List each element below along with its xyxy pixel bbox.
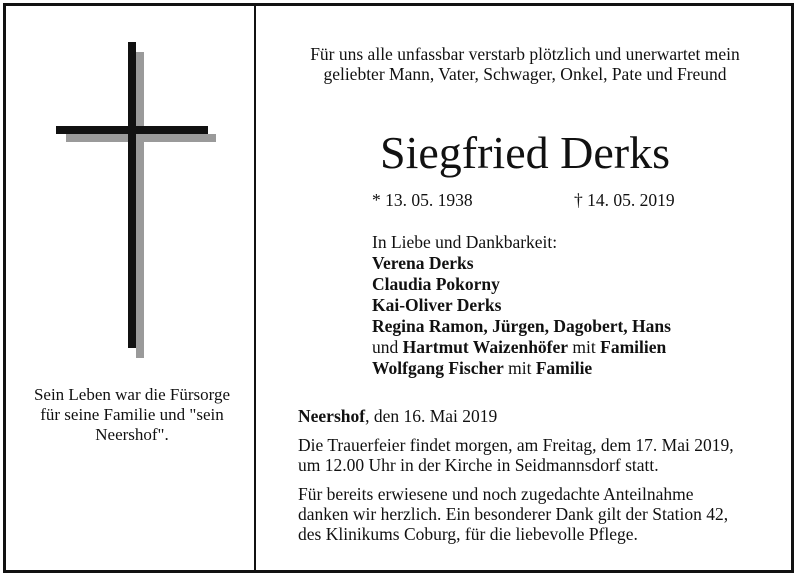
mourner-name: Kai-Oliver Derks <box>372 295 502 315</box>
cross-icon <box>56 42 216 362</box>
ceremony-info <box>298 435 734 475</box>
mourners-heading: In Liebe und Dankbarkeit: <box>372 232 558 252</box>
thanks-line: Für bereits erwiesene und noch zugedachte Anteilnahme <box>298 484 694 504</box>
notice-date: , den 16. Mai 2019 <box>365 406 498 426</box>
mourner-line: und Hartmut Waizenhöfer mit Familien <box>372 337 667 357</box>
mourner-name: Verena Derks <box>372 253 474 273</box>
thanks-line: danken wir herzlich. Ein besonderer Dank gilt der Station 42, <box>298 504 729 524</box>
thanks-line: des Klinikums Coburg, für die liebevolle Pflege. <box>298 524 638 544</box>
quote-line: Sein Leben war die Fürsorge <box>33 385 231 404</box>
mourners-list <box>372 232 671 379</box>
death-date: † 14. 05. 2019 <box>574 190 675 210</box>
thanks-text <box>298 484 728 544</box>
birth-date: * 13. 05. 1938 <box>372 190 473 210</box>
place-name: Neershof <box>298 406 366 426</box>
intro-text <box>262 44 788 84</box>
memorial-quote <box>14 385 250 445</box>
ceremony-line: um 12.00 Uhr in der Kirche in Seidmannsdorf statt. <box>298 455 659 475</box>
mourner-name: Hartmut Waizenhöfer <box>402 337 569 357</box>
mourner-name: Regina Ramon, Jürgen, Dagobert, Hans <box>372 316 671 336</box>
ceremony-line: Die Trauerfeier findet morgen, am Freitag, dem 17. Mai 2019, <box>298 435 734 455</box>
quote-line: für seine Familie und "sein <box>40 405 224 424</box>
mourner-name: Claudia Pokorny <box>372 274 500 294</box>
column-divider <box>254 3 256 573</box>
mourner-name: Wolfgang Fischer <box>372 358 504 378</box>
intro-line: Für uns alle unfassbar verstarb plötzlich und unerwartet mein <box>310 44 740 64</box>
deceased-name: Siegfried Derks <box>380 127 670 178</box>
quote-line: Neershof". <box>95 425 169 444</box>
intro-line: geliebter Mann, Vater, Schwager, Onkel, Pate und Freund <box>323 64 727 84</box>
place-and-date <box>298 406 497 427</box>
mourner-line: Wolfgang Fischer mit Familie <box>372 358 593 378</box>
